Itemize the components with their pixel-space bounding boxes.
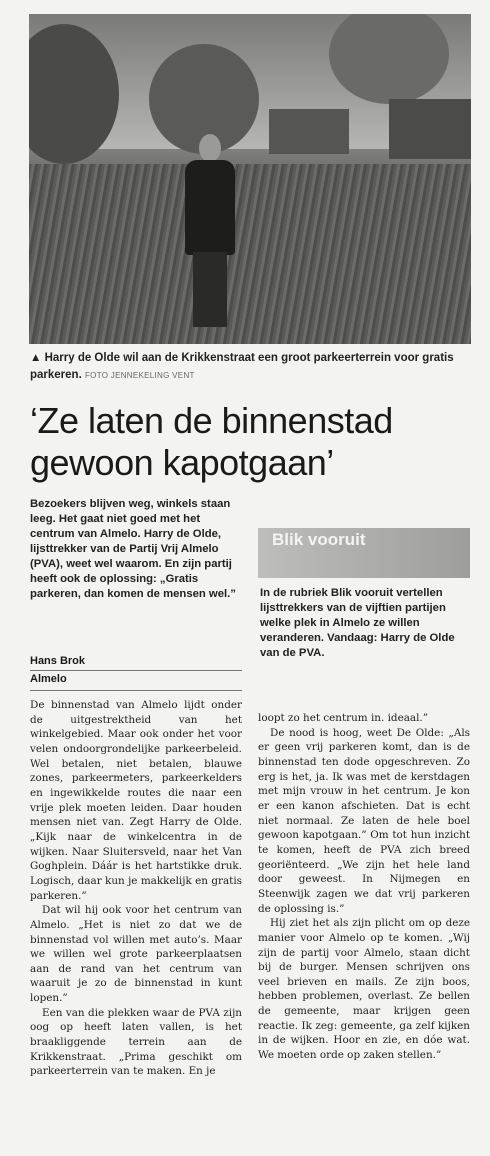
article-intro: Bezoekers blijven weg, winkels staan leeg. Het gaat niet goed met het centrum van Almelo. Harry de Olde, lijsttrekker van de Partij Vrij Almelo (PVA), weet wel waarom. En zijn partij heeft ook de oplossing: „Gratis parkeren, dan komen de mensen wel.” xyxy=(30,498,236,600)
byline-place: Almelo xyxy=(30,673,67,685)
article-column-1 xyxy=(30,698,242,1079)
article-column-2 xyxy=(258,711,470,1063)
caption-text: ▲ Harry de Olde wil aan de Krikkenstraat een groot parkeerterrein voor gratis parkeren. xyxy=(30,352,454,381)
paragraph: Dat wil hij ook voor het centrum van Almelo. „Het is niet zo dat we de binnenstad vol willen met auto’s. Maar we willen wel grote parkeerplaatsen aan de rand van het centrum van waaruit je zo de binnenstad in kunt lopen.” xyxy=(30,904,242,1005)
article-photo xyxy=(29,14,471,344)
photo-caption xyxy=(30,350,470,384)
paragraph: loopt zo het centrum in. ideaal.” xyxy=(258,712,429,724)
article-headline: ‘Ze laten de binnenstad gewoon kapotgaan’ xyxy=(30,400,393,483)
photo-building xyxy=(269,109,349,154)
byline-author: Hans Brok xyxy=(30,655,86,667)
paragraph: De binnenstad van Almelo lijdt onder de uitgestrektheid van het winkelgebied. Maar ook onder het voor velen ondoorgrondelijke parkeerbeleid. Wel betalen, niet betalen, blauwe zones, parkeermeters, parkeerkelders en ingewikkelde routes die naar een vrije plek moeten leiden. Daar houden mensen niet van. Zegt Harry de Olde. „Kijk naar de winkelcentra in de wijken. Naar Sluitersveld, naar het Van Goghplein. Dáár is het hartstikke druk. Logisch, daar kun je makkelijk en gratis parkeren.” xyxy=(30,699,242,902)
sidebar-box xyxy=(258,500,470,690)
byline-divider xyxy=(30,690,242,691)
sidebar-text: In de rubriek Blik vooruit vertellen lijsttrekkers van de vijftien partijen welke plek in Almelo ze willen veranderen. Vandaag: Harry de Olde van de PVA. xyxy=(260,587,455,659)
sidebar-title: Blik vooruit xyxy=(272,530,366,549)
paragraph: De nood is hoog, weet De Olde: „Als er geen vrij parkeren komt, dan is de binnenstad ten dode opgeschreven. Zo erg is het, ja. Ik was met de kerstdagen met mijn vrouw in het centrum. Je kon er een kanon afschieten. Dat is echt niet normaal. Ze laten de hele boel gewoon kapotgaan.” Om tot hun inzicht te komen, heeft de PVA zich breed georiënteerd. „We zijn het hele land door geweest. In Nijmegen en Steenwijk zagen we dat vrij parkeren de oplossing is.” xyxy=(258,726,470,915)
paragraph: Hij ziet het als zijn plicht om op deze manier voor Almelo op te komen. „Wij zijn de partij voor Almelo, staan dicht bij de burger. Mensen schrijven ons veel brieven en mails. Ze zijn boos, hebben problemen, overlast. Ze bellen de gemeente, maar krijgen geen reactie. Ik zeg: gemeente, ga zelf kijken in de wijken. Hoor en zie, en dóe wat. We moeten orde op zaken stellen.” xyxy=(258,917,470,1062)
byline xyxy=(30,652,242,688)
photo-credit: FOTO JENNEKELING VENT xyxy=(84,371,195,380)
photo-building xyxy=(389,99,471,159)
byline-divider xyxy=(30,670,242,671)
photo-person xyxy=(179,134,239,329)
photo-field xyxy=(29,164,471,344)
paragraph: Een van die plekken waar de PVA zijn oog op heeft laten vallen, is het braakliggende terrein aan de Krikkenstraat. „Prima geschikt om parkeerterrein van te maken. En je xyxy=(30,1006,242,1078)
